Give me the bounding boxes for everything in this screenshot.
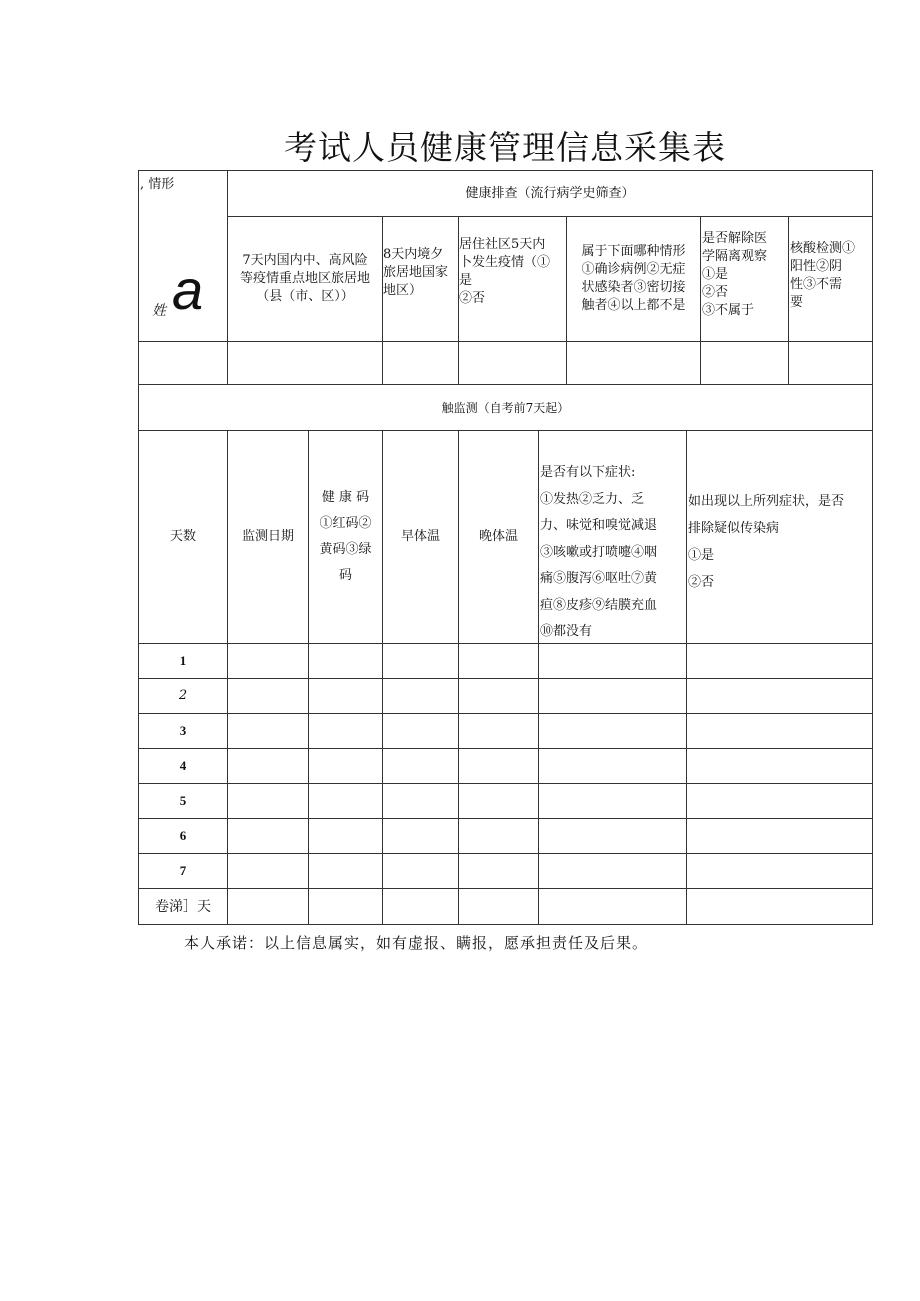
- health-form-table: [138, 170, 873, 925]
- pledge-statement: 本人承诺：以上信息属实，如有虚报、瞒报，愿承担责任及后果。: [184, 934, 649, 952]
- day-number: 4: [179, 758, 187, 773]
- day-number: 1: [179, 653, 187, 668]
- question-community-outbreak: 居住社区5天内 卜发生疫情（① 是 ②否: [459, 237, 551, 306]
- col-divider: [788, 216, 789, 384]
- day-number: 2: [178, 688, 188, 703]
- question-nucleic-test: 核酸检测① 阳性②阴 性③不需 要: [790, 241, 856, 310]
- question-domestic-risk: 7天内国内中、高风险 等疫情重点地区旅居地 （县（市、区））: [239, 253, 370, 304]
- corner-top-text: , 情形: [140, 177, 175, 192]
- day-number: 6: [179, 828, 187, 843]
- row-divider: [138, 643, 873, 644]
- question-isolation: 是否解除医 学隔离观察 ①是 ②否 ③不属于: [702, 231, 768, 318]
- corner-name-label: 姓: [152, 303, 166, 319]
- col-symptoms: 是否有以下症状: ①发热②乏力、乏 力、味觉和嗅觉减退 ③咳嗽或打喷嚏④咽 痛⑤腹泻⑥呕吐⑦黄 疸⑧皮疹⑨结膜充血 ⑩都没有: [540, 465, 658, 639]
- day-number: 5: [179, 793, 187, 808]
- col-divider: [538, 430, 539, 924]
- col-divider: [382, 216, 383, 384]
- row-divider: [138, 678, 873, 679]
- row-divider: [138, 748, 873, 749]
- row-divider: [138, 818, 873, 819]
- day-number: 3: [179, 723, 187, 738]
- day-number: 7: [179, 863, 187, 878]
- col-exclude-infectious: 如出现以上所列症状，是否 排除疑似传染病 ①是 ②否: [688, 494, 845, 590]
- row-divider: [138, 853, 873, 854]
- form-title: 考试人员健康管理信息采集表: [284, 128, 726, 167]
- exam-day-label: 卷涕］天: [155, 898, 211, 915]
- question-case-type: 属于下面哪种情形 ①确诊病例②无症 状感染者③密切接 触者④以上都不是: [581, 244, 686, 313]
- col-date: 监测日期: [241, 529, 294, 544]
- row-divider: [138, 341, 873, 342]
- corner-letter: a: [172, 258, 204, 321]
- table-border-right: [872, 170, 873, 925]
- table-border-bottom: [138, 924, 873, 925]
- col-evening-temp: 晚体温: [478, 529, 518, 544]
- monitoring-header: 触监测（自考前7天起）: [441, 400, 570, 415]
- col-health-code: 健 康 码 ①红码② 黄码③绿 码: [319, 490, 372, 583]
- col-morning-temp: 早体温: [400, 529, 440, 544]
- row-divider: [138, 713, 873, 714]
- row-divider: [138, 888, 873, 889]
- screening-header: 健康排查（流行病学史筛查）: [465, 185, 635, 201]
- col-divider: [686, 430, 687, 924]
- col-divider: [700, 216, 701, 384]
- row-divider: [138, 783, 873, 784]
- question-overseas: 8天内境夕 旅居地国家 地区）: [383, 247, 449, 298]
- col-day: 天数: [169, 529, 196, 544]
